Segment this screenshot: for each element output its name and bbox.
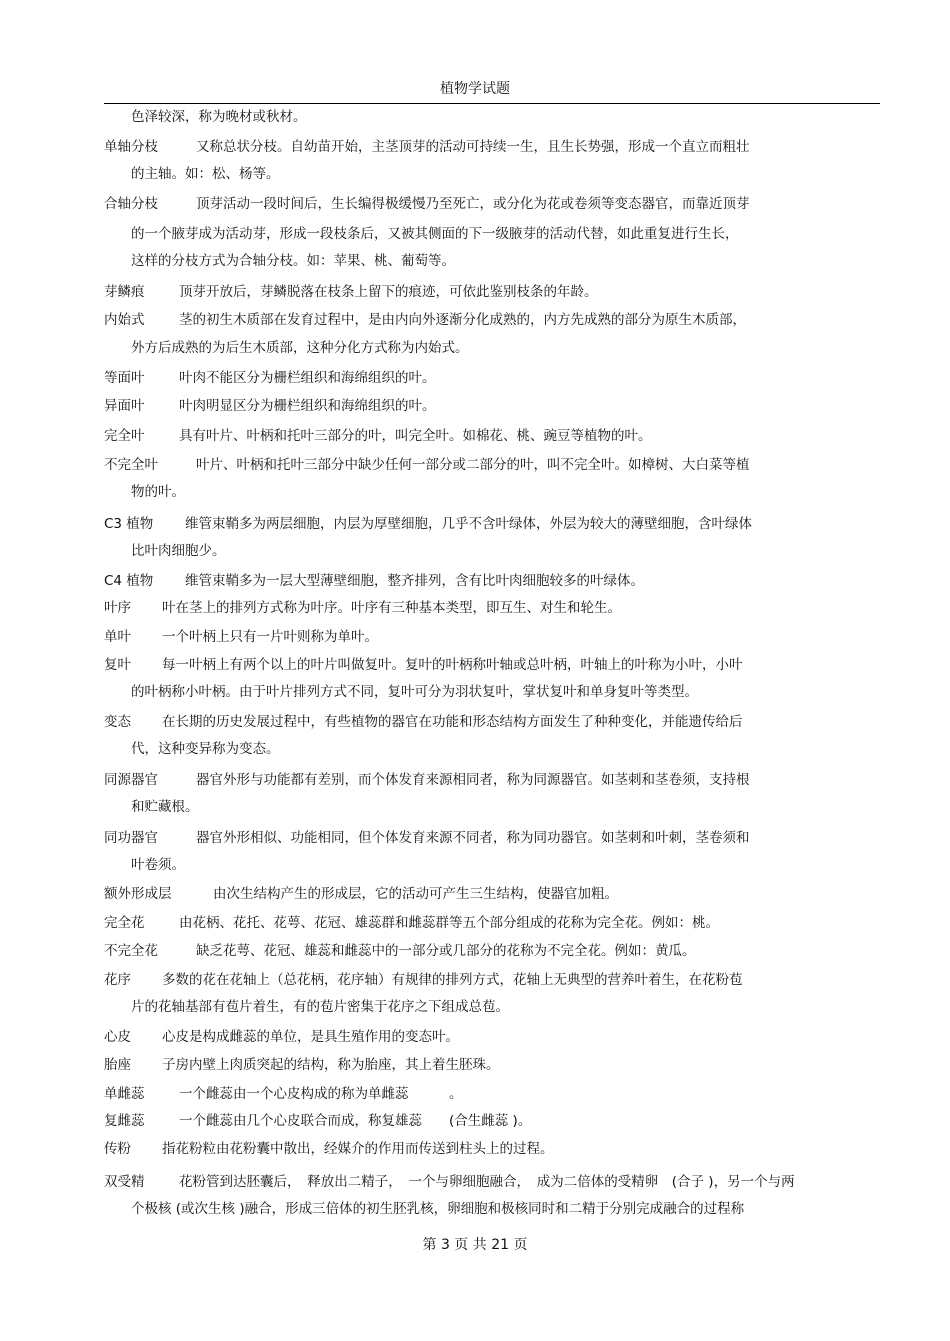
definition-text: 一个雌蕊由一个心皮构成的称为单雌蕊 。 <box>179 1086 463 1102</box>
definition-text: 叶片、叶柄和托叶三部分中缺少任何一部分或二部分的叶，叫不完全叶。如樟树、大白菜等植 <box>196 457 750 473</box>
term-label: 传粉 <box>104 1141 131 1157</box>
term-label: 花序 <box>104 972 131 988</box>
term-label: 合轴分枝 <box>104 196 158 212</box>
term-label: C3 植物 <box>104 516 154 532</box>
term-label: 单雌蕊 <box>104 1086 145 1102</box>
term-label: 等面叶 <box>104 370 145 386</box>
definition-text: 花粉管到达胚囊后， 释放出二精子， 一个与卵细胞融合， 成为二倍体的受精卵 (合子 )，另一个与两 <box>179 1174 795 1190</box>
definition-continuation: 物的叶。 <box>131 484 185 500</box>
definition-text: 一个雌蕊由几个心皮联合而成，称复雄蕊 (合生雌蕊 )。 <box>179 1113 532 1129</box>
definition-continuation: 片的花轴基部有苞片着生，有的苞片密集于花序之下组成总苞。 <box>131 999 509 1015</box>
definition-continuation: 的主轴。如：松、杨等。 <box>131 166 280 182</box>
definition-text: 器官外形相似、功能相同，但个体发育来源不同者，称为同功器官。如茎刺和叶刺，茎卷须和 <box>196 830 750 846</box>
term-label: 同功器官 <box>104 830 158 846</box>
definition-continuation: 外方后成熟的为后生木质部，这种分化方式称为内始式。 <box>131 340 469 356</box>
definition-text: 又称总状分枝。自幼苗开始，主茎顶芽的活动可持续一生，且生长势强，形成一个直立而粗壮 <box>196 139 750 155</box>
term-label: 心皮 <box>104 1029 131 1045</box>
term-label: 异面叶 <box>104 398 145 414</box>
definition-text: 具有叶片、叶柄和托叶三部分的叶，叫完全叶。如棉花、桃、豌豆等植物的叶。 <box>179 428 652 444</box>
definition-text: 维管束鞘多为两层细胞，内层为厚壁细胞，几乎不含叶绿体，外层为较大的薄壁细胞，含叶绿体 <box>185 516 752 532</box>
term-label: 复叶 <box>104 657 131 673</box>
definition-text: 在长期的历史发展过程中，有些植物的器官在功能和形态结构方面发生了种种变化，并能遗传给后 <box>162 714 743 730</box>
definition-text: 顶芽活动一段时间后，生长编得极缓慢乃至死亡，或分化为花或卷须等变态器官，而靠近顶芽 <box>196 196 750 212</box>
definition-continuation: 的一个腋芽成为活动芽，形成一段枝条后，又被其侧面的下一级腋芽的活动代替，如此重复进行生长， <box>131 226 739 242</box>
definition-text: 缺乏花萼、花冠、雄蕊和雌蕊中的一部分或几部分的花称为不完全花。例如：黄瓜。 <box>196 943 696 959</box>
definition-text: 由次生结构产生的形成层，它的活动可产生三生结构，使器官加粗。 <box>213 886 618 902</box>
definition-text: 一个叶柄上只有一片叶则称为单叶。 <box>162 629 378 645</box>
definition-text: 维管束鞘多为一层大型薄壁细胞，整齐排列，含有比叶肉细胞较多的叶绿体。 <box>185 573 644 589</box>
definition-text: 顶芽开放后，芽鳞脱落在枝条上留下的痕迹，可依此鉴别枝条的年龄。 <box>179 284 598 300</box>
definition-text: 指花粉粒由花粉囊中散出，经媒介的作用而传送到柱头上的过程。 <box>162 1141 554 1157</box>
definition-text: 叶肉不能区分为栅栏组织和海绵组织的叶。 <box>179 370 436 386</box>
term-label: 双受精 <box>104 1174 145 1190</box>
definition-continuation: 个极核 (或次生核 )融合，形成三倍体的初生胚乳核，卵细胞和极核同时和二精于分别完成融合的过程称 <box>131 1201 745 1217</box>
page-header: 植物学试题 <box>440 81 510 97</box>
definition-text: 色泽较深，称为晚材或秋材。 <box>131 109 307 125</box>
definition-text: 叶在茎上的排列方式称为叶序。叶序有三种基本类型，即互生、对生和轮生。 <box>162 600 621 616</box>
term-label: 额外形成层 <box>104 886 172 902</box>
term-label: 内始式 <box>104 312 145 328</box>
term-label: 不完全叶 <box>104 457 158 473</box>
page-footer: 第 3 页 共 21 页 <box>422 1237 528 1253</box>
definition-continuation: 代，这种变异称为变态。 <box>131 741 280 757</box>
definition-continuation: 的叶柄称小叶柄。由于叶片排列方式不同，复叶可分为羽状复叶，掌状复叶和单身复叶等类型。 <box>131 684 698 700</box>
definition-continuation: 和贮藏根。 <box>131 799 199 815</box>
term-label: 复雌蕊 <box>104 1113 145 1129</box>
term-label: 单轴分枝 <box>104 139 158 155</box>
definition-continuation: 叶卷须。 <box>131 857 185 873</box>
term-label: 不完全花 <box>104 943 158 959</box>
definition-continuation: 比叶肉细胞少。 <box>131 543 226 559</box>
term-label: 芽鳞痕 <box>104 284 145 300</box>
term-label: 叶序 <box>104 600 131 616</box>
term-label: 变态 <box>104 714 131 730</box>
definition-text: 由花柄、花托、花萼、花冠、雄蕊群和雌蕊群等五个部分组成的花称为完全花。例如：桃。 <box>179 915 719 931</box>
term-label: 完全花 <box>104 915 145 931</box>
term-label: 单叶 <box>104 629 131 645</box>
term-label: 完全叶 <box>104 428 145 444</box>
definition-text: 茎的初生木质部在发育过程中，是由内向外逐渐分化成熟的，内方先成熟的部分为原生木质部， <box>179 312 746 328</box>
term-label: C4 植物 <box>104 573 154 589</box>
definition-text: 器官外形与功能都有差别，而个体发育来源相同者，称为同源器官。如茎刺和茎卷须，支持根 <box>196 772 750 788</box>
definition-continuation: 这样的分枝方式为合轴分枝。如：苹果、桃、葡萄等。 <box>131 253 455 269</box>
definition-text: 心皮是构成雌蕊的单位，是具生殖作用的变态叶。 <box>162 1029 459 1045</box>
definition-text: 每一叶柄上有两个以上的叶片叫做复叶。复叶的叶柄称叶轴或总叶柄，叶轴上的叶称为小叶，小叶 <box>162 657 743 673</box>
term-label: 同源器官 <box>104 772 158 788</box>
term-label: 胎座 <box>104 1057 131 1073</box>
definition-text: 子房内壁上肉质突起的结构，称为胎座，其上着生胚珠。 <box>162 1057 500 1073</box>
definition-text: 多数的花在花轴上（总花柄，花序轴）有规律的排列方式，花轴上无典型的营养叶着生，在花粉苞 <box>162 972 743 988</box>
definition-text: 叶肉明显区分为栅栏组织和海绵组织的叶。 <box>179 398 436 414</box>
